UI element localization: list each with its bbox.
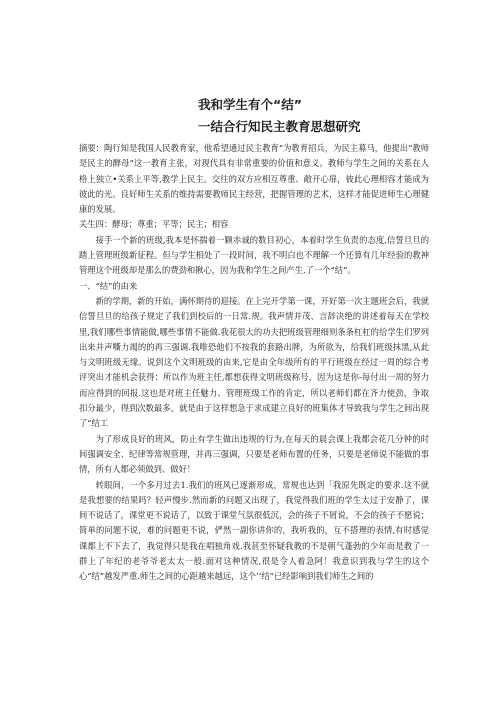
body-paragraph-3: 转眼间，一个多月过去1.我们的班风已逐渐形成，常规也达到「我原先既定的要求.这不就是我想要的结果吗？轻声慢步.然而新的问题又出现了，我觉得我们班的学生太过于安静了，课间不说话了，课堂更不说话了，以致于课堂气氛很低沉，会的孩子不屑说，不会的孩子不愿说；简单的问题不说，难的问题更不说，俨然一副你讲你的，我听我的，互不搭理的表情,有时感觉课都上不下去了，我觉得只是我在唱独角戏.我甚至怀疑我教的不是朝气蓬勃的少年而是教了一群上了年纪的老爷爷老太太一般.面对这种情况,很是令人着急阿！我意识到我与学生的这个心“结”越发严重.师生之间的心距越来越远，这个’‘结”已经影响到我们师生之间的 <box>79 479 429 582</box>
keywords-line: 关生四：酵母；尊重；平等；民主；相容 <box>79 219 229 230</box>
document-subtitle: 一结合行知民主教育思想研究 <box>198 119 361 134</box>
document-title: 我和学生有个“结” <box>198 97 302 112</box>
document-body <box>79 141 429 585</box>
body-paragraph-1: 新的学期，新的开始，满怀期待的迎接。在上完开学第一课，开好第一次主题班会后，我就信誓旦旦的给孩子规定了我们到校后的一日常.规。我声情并茂、言辞决绝的讲述着每天在学校里,我们哪些事情能做,哪些事情不能做.我花很大的功夫把班级管理细则条条杠杠的给学生们罗列出来并声嘶力竭的的再三强调.我唯恐他们不按我的套路出牌，为所欲为，给我们班级抹黑,从此与文明班级无缘。说到这个文明班级的由来,它是由全年级所有的平行班级在经过一周的综合考评突出才能机会获得：所以作为班主任,都想获得文明班级称号，因为这是你-每付出一周的努力而应得到的回报.这也是对班主任魅力、管理班级工作的肯定，所以老师们都在齐力使劲，争取扣分最少，得到次数最多。就是由于这样想急于求成建立良好的班集体才导致我与学生之间出现了“结工 <box>79 295 429 429</box>
abstract-paragraph: 摘要：陶行知是我国人民教育家，他希望通过民主教育“为教育招兵，为民主募马，他提出“教师是民主的酵母”这一教育主张，对现代具有非常重要的价值和意义。教师与学生之间的关系在人格上独立•关系上平等,教学上民主。交往的双方应相互尊重、敞开心扉，彼此心理相容才能成为彼此的光。良好师生关系的维持需要教师民主经营，把握管理的艺术，这样才能促进师生心理健康的发展。 <box>79 143 429 215</box>
intro-paragraph: 接手一个新的班级,我本是怀揣着一颗赤诚的数目初心，本着时学生负责的态度,信誓旦旦的踏上管理班级新征程。但与学生相处了一段时间，我不明白也不理解一个还算有几年经验的教神管理这个班级却是那么的费劲和揪心，因为我和学生之间产生.了一个“结”。 <box>79 234 429 276</box>
section-heading: 一、“结”的由来 <box>79 280 138 291</box>
body-paragraph-2: 为了形成良好的班风，防止有学生做出违规的行为,在每天的晨会课上我都会花几分钟的时间强调安全、纪律等常规管理，并再三强调，只要是老师布置的任务，只要是老师说不能做的事情，所有人都必须做到、做好！ <box>79 433 429 475</box>
